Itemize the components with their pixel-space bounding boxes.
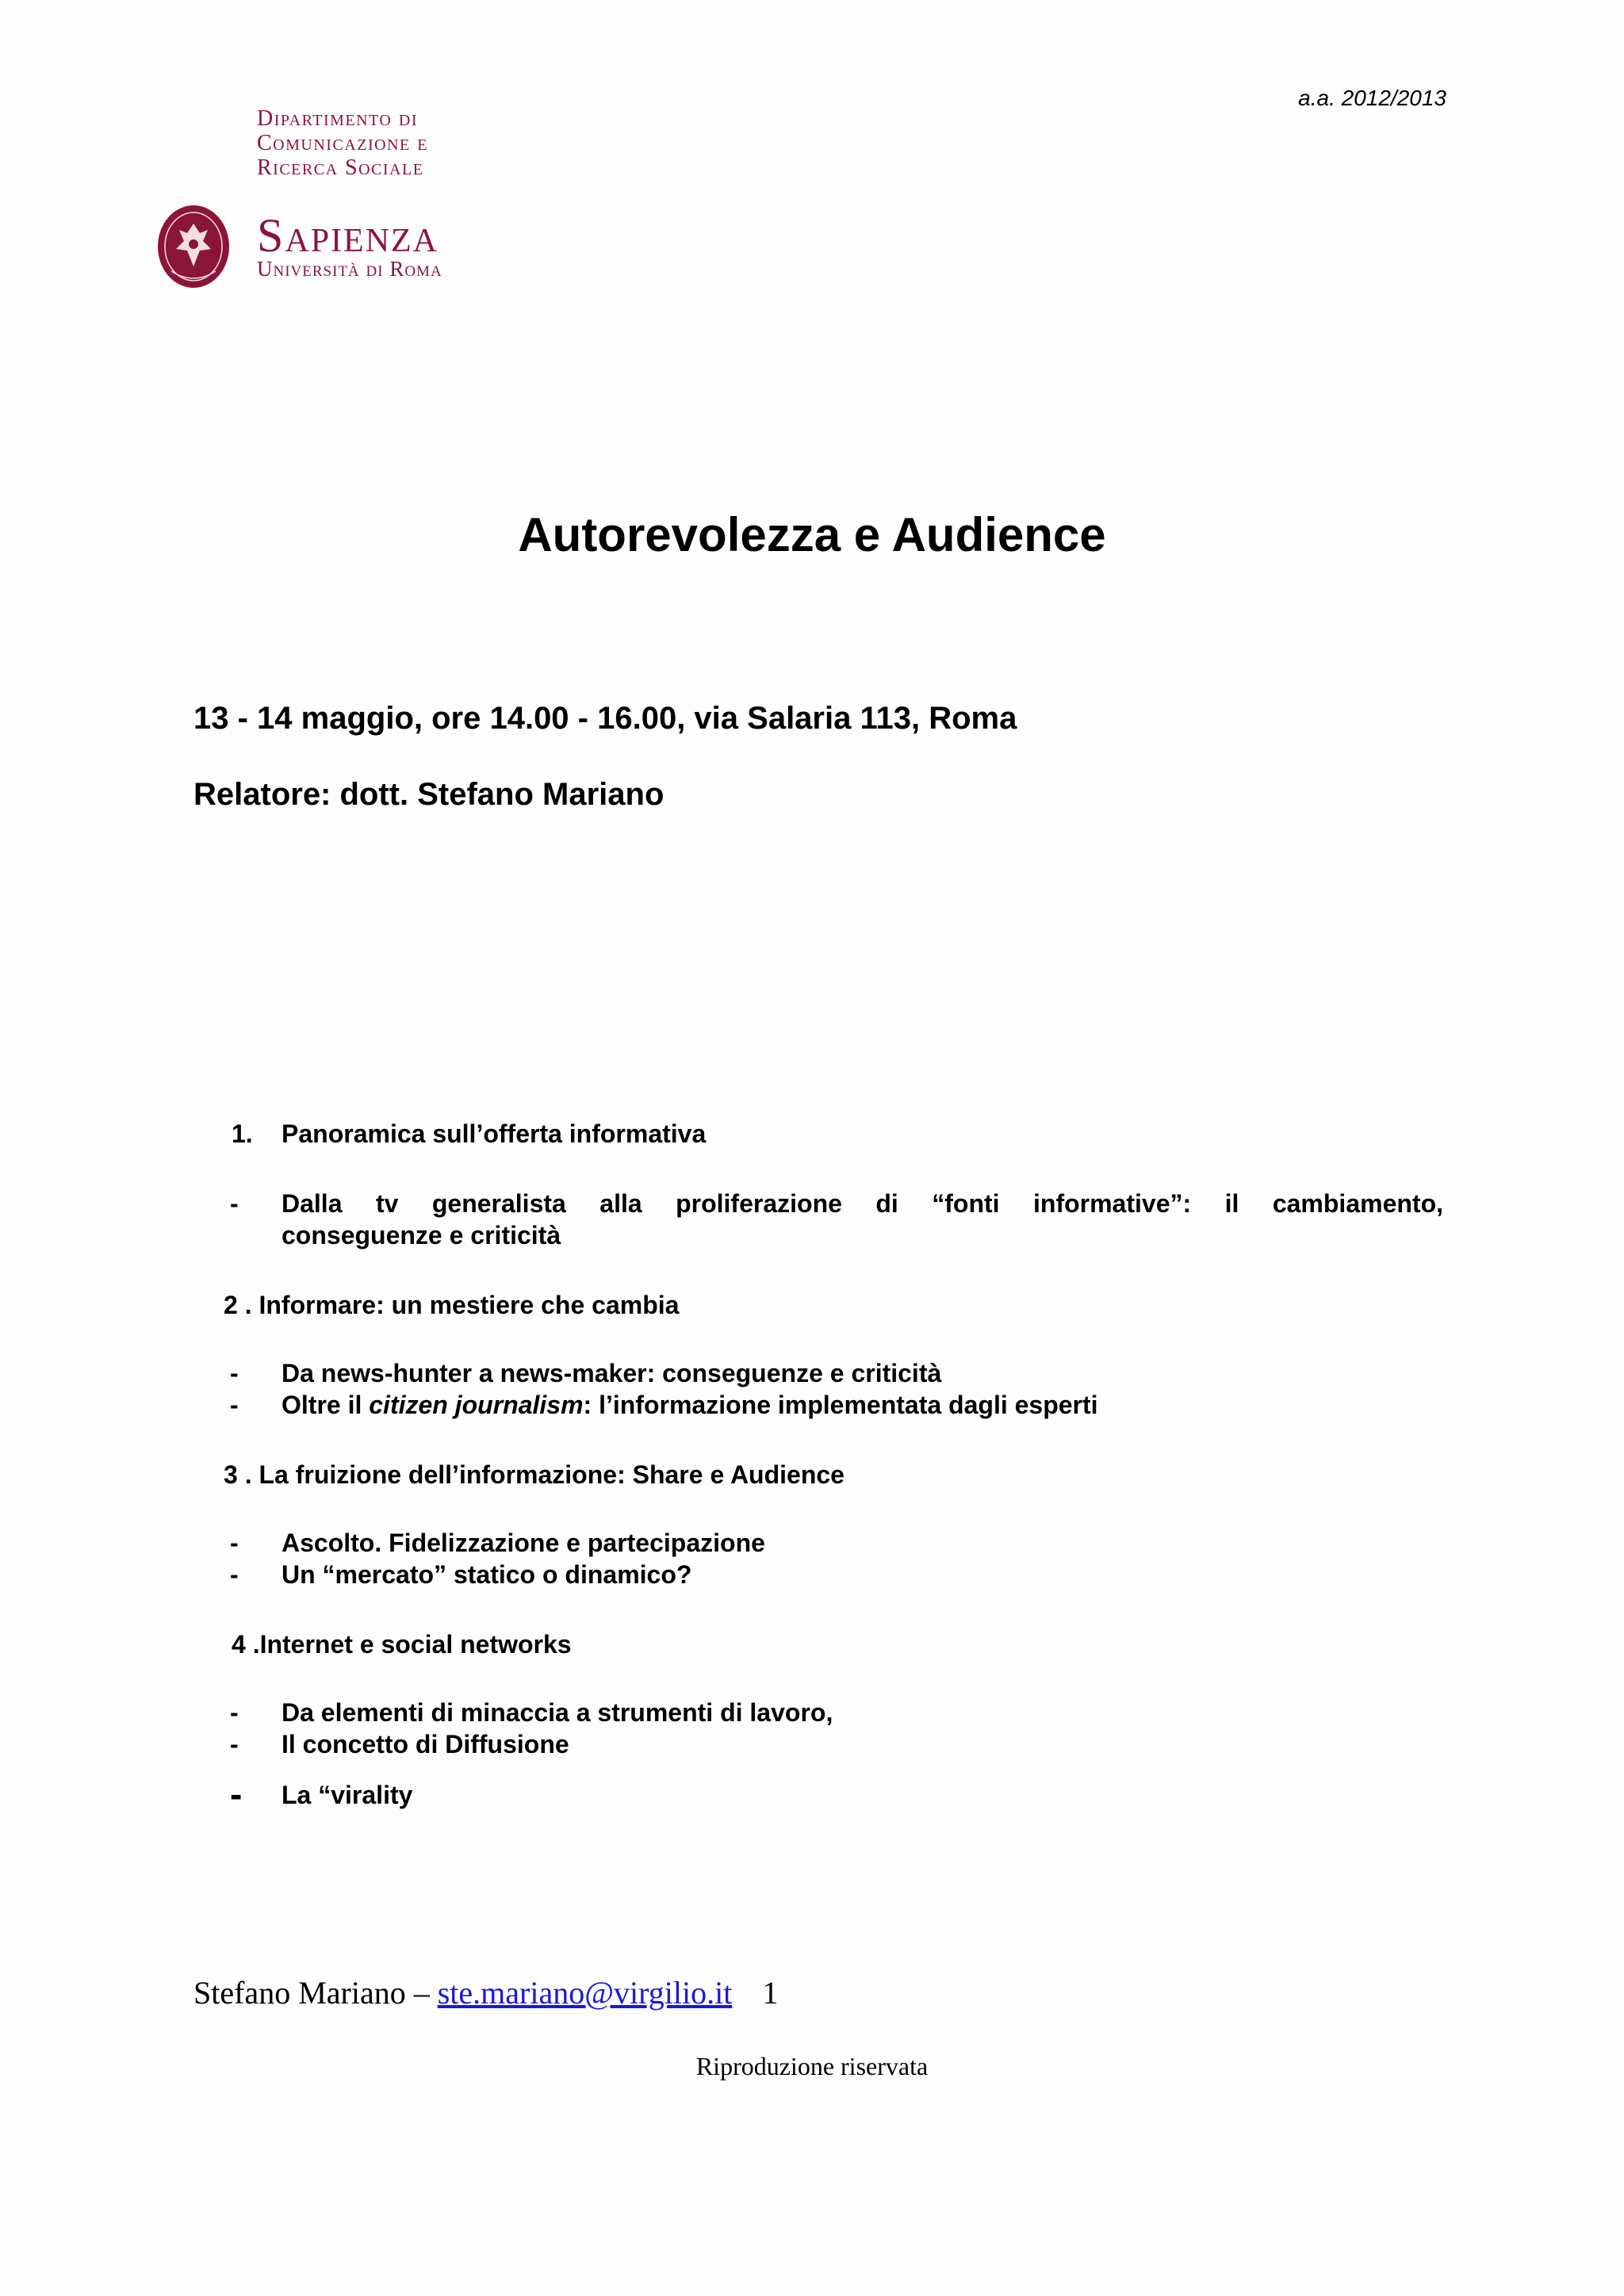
page-number: 1: [762, 1975, 779, 2011]
list-dash: -: [230, 1189, 239, 1218]
agenda-section-number: 1.: [232, 1119, 253, 1148]
list-dash: -: [230, 1698, 239, 1727]
university-subtitle: Università di Roma: [257, 257, 442, 281]
list-dash: -: [230, 1391, 239, 1419]
department-name: [257, 106, 428, 180]
agenda-section-title: 3 . La fruizione dell’informazione: Share e Audience: [224, 1460, 845, 1489]
event-details: 13 - 14 maggio, ore 14.00 - 16.00, via Salaria 113, Roma: [193, 701, 1017, 736]
list-item: Un “mercato” statico o dinamico?: [282, 1560, 692, 1589]
list-dash: -: [230, 1730, 239, 1758]
list-item-continuation: conseguenze e criticità: [282, 1221, 561, 1249]
speaker-line: Relatore: dott. Stefano Mariano: [193, 777, 665, 812]
academic-year: a.a. 2012/2013: [1298, 86, 1446, 110]
department-line: Comunicazione e: [257, 131, 428, 155]
list-item: Da elementi di minaccia a strumenti di lavoro,: [282, 1698, 833, 1727]
list-dash: -: [230, 1774, 243, 1815]
copyright-note: Riproduzione riservata: [695, 2052, 929, 2080]
document-title: Autorevolezza e Audience: [518, 508, 1106, 561]
list-dash: -: [230, 1529, 239, 1557]
email-link[interactable]: ste.mariano@virgilio.it: [437, 1975, 733, 2011]
agenda-section-title: 4 .Internet e social networks: [232, 1630, 572, 1659]
university-logo: [257, 211, 442, 281]
department-line: Dipartimento di: [257, 106, 418, 131]
agenda-section-title: Panoramica sull’offerta informativa: [282, 1119, 707, 1148]
list-item: Da news-hunter a news-maker: conseguenze e criticità: [282, 1359, 942, 1387]
list-item-text: Oltre il: [282, 1391, 370, 1419]
footer-author: Stefano Mariano –: [193, 1975, 430, 2011]
list-item-emphasis: citizen journalism: [369, 1391, 584, 1419]
agenda-section-title: 2 . Informare: un mestiere che cambia: [224, 1291, 680, 1319]
list-item-text: : l’informazione implementata dagli esperti: [583, 1391, 1098, 1419]
list-dash: -: [230, 1560, 239, 1589]
list-item: Il concetto di Diffusione: [282, 1730, 569, 1758]
university-name: Sapienza: [257, 209, 439, 262]
list-dash: -: [230, 1359, 239, 1387]
list-item: Ascolto. Fidelizzazione e partecipazione: [282, 1529, 765, 1557]
list-item: La “virality: [282, 1781, 413, 1809]
university-seal-icon: [155, 203, 232, 290]
footer: [193, 1974, 778, 2011]
list-item: [282, 1391, 1098, 1420]
list-item: Dalla tv generalista alla proliferazione di “fonti informative”: il cambiamento,: [282, 1189, 1443, 1218]
department-line: Ricerca Sociale: [257, 155, 424, 180]
